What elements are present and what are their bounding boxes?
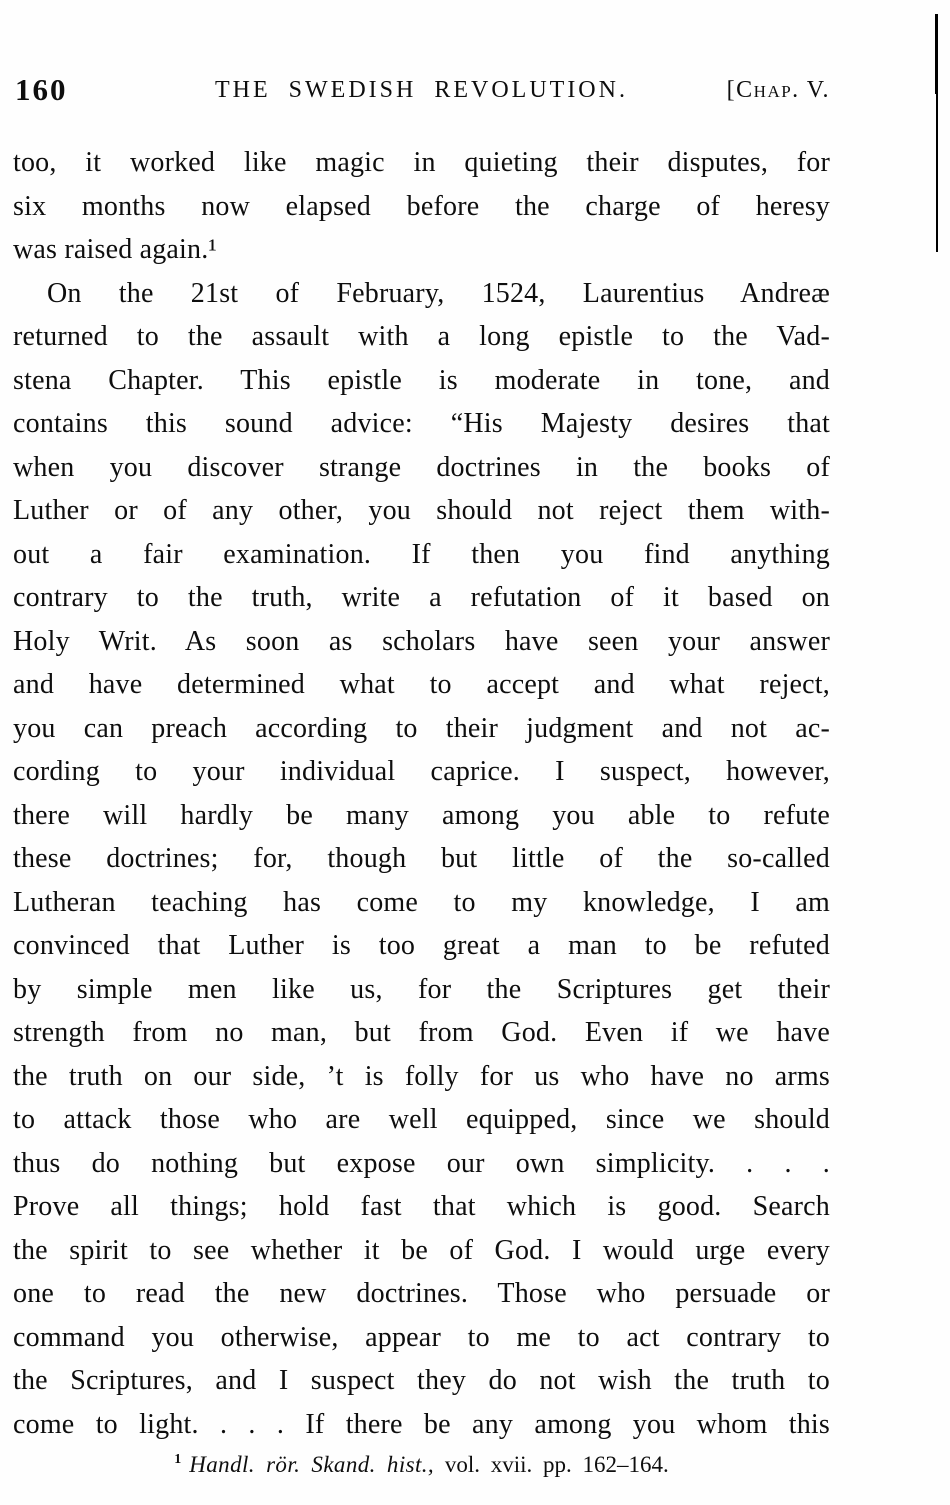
- footnote-reference: vol. xvii. pp. 162–164.: [444, 1452, 669, 1477]
- text-line: too, it worked like magic in quieting their disputes, for: [13, 147, 830, 178]
- text-line: by simple men like us, for the Scriptures get their: [13, 973, 830, 1005]
- text-line: contains this sound advice: “His Majesty desires that: [13, 408, 830, 439]
- page-header: [13, 72, 830, 114]
- chapter-label: [Chap. V.: [726, 77, 830, 103]
- text-line: On the 21st of February, 1524, Laurentius Andreæ: [47, 277, 830, 309]
- scan-edge-artifact-bottom: [936, 94, 938, 252]
- text-line: was raised again.¹: [13, 234, 218, 265]
- text-line: one to read the new doctrines. Those who persuade or: [13, 1278, 830, 1309]
- text-line: convinced that Luther is too great a man to be refuted: [13, 930, 830, 961]
- text-line: contrary to the truth, write a refutation of it based on: [13, 582, 830, 613]
- footnote: [13, 1452, 830, 1478]
- text-line: command you otherwise, appear to me to act contrary to: [13, 1321, 830, 1353]
- text-line: Prove all things; hold fast that which is good. Search: [13, 1191, 830, 1222]
- text-line: out a fair examination. If then you find anything: [13, 538, 830, 570]
- text-line: Holy Writ. As soon as scholars have seen your answer: [13, 625, 830, 657]
- running-title: THE SWEDISH REVOLUTION.: [215, 77, 628, 103]
- scan-edge-artifact-top: [935, 14, 938, 94]
- text-line: these doctrines; for, though but little of the so-called: [13, 843, 830, 874]
- text-line: you can preach according to their judgment and not ac-: [13, 712, 830, 744]
- footnote-source: Handl. rör. Skand. hist.,: [189, 1452, 435, 1477]
- footnote-marker: 1: [174, 1452, 182, 1468]
- text-line: Lutheran teaching has come to my knowledge, I am: [13, 886, 830, 918]
- text-line: there will hardly be many among you able to refute: [13, 799, 830, 831]
- text-line: to attack those who are well equipped, since we should: [13, 1104, 830, 1135]
- text-line: six months now elapsed before the charge of heresy: [13, 190, 830, 222]
- text-line: the truth on our side, ’t is folly for us who have no arms: [13, 1060, 830, 1092]
- text-line: cording to your individual caprice. I suspect, however,: [13, 756, 830, 787]
- text-line: come to light. . . . If there be any among you whom this: [13, 1408, 830, 1440]
- page-number: 160: [15, 72, 68, 107]
- text-line: strength from no man, but from God. Even if we have: [13, 1017, 830, 1048]
- text-line: returned to the assault with a long epistle to the Vad-: [13, 321, 830, 352]
- text-line: the Scriptures, and I suspect they do not wish the truth to: [13, 1365, 830, 1396]
- text-line: thus do nothing but expose our own simplicity. . . .: [13, 1147, 830, 1179]
- text-line: when you discover strange doctrines in the books of: [13, 451, 830, 483]
- text-line: the spirit to see whether it be of God. I would urge every: [13, 1234, 830, 1266]
- text-line: Luther or of any other, you should not reject them with-: [13, 495, 830, 526]
- text-line: stena Chapter. This epistle is moderate in tone, and: [13, 364, 830, 396]
- body-text: [13, 141, 830, 1446]
- text-line: and have determined what to accept and what reject,: [13, 669, 830, 700]
